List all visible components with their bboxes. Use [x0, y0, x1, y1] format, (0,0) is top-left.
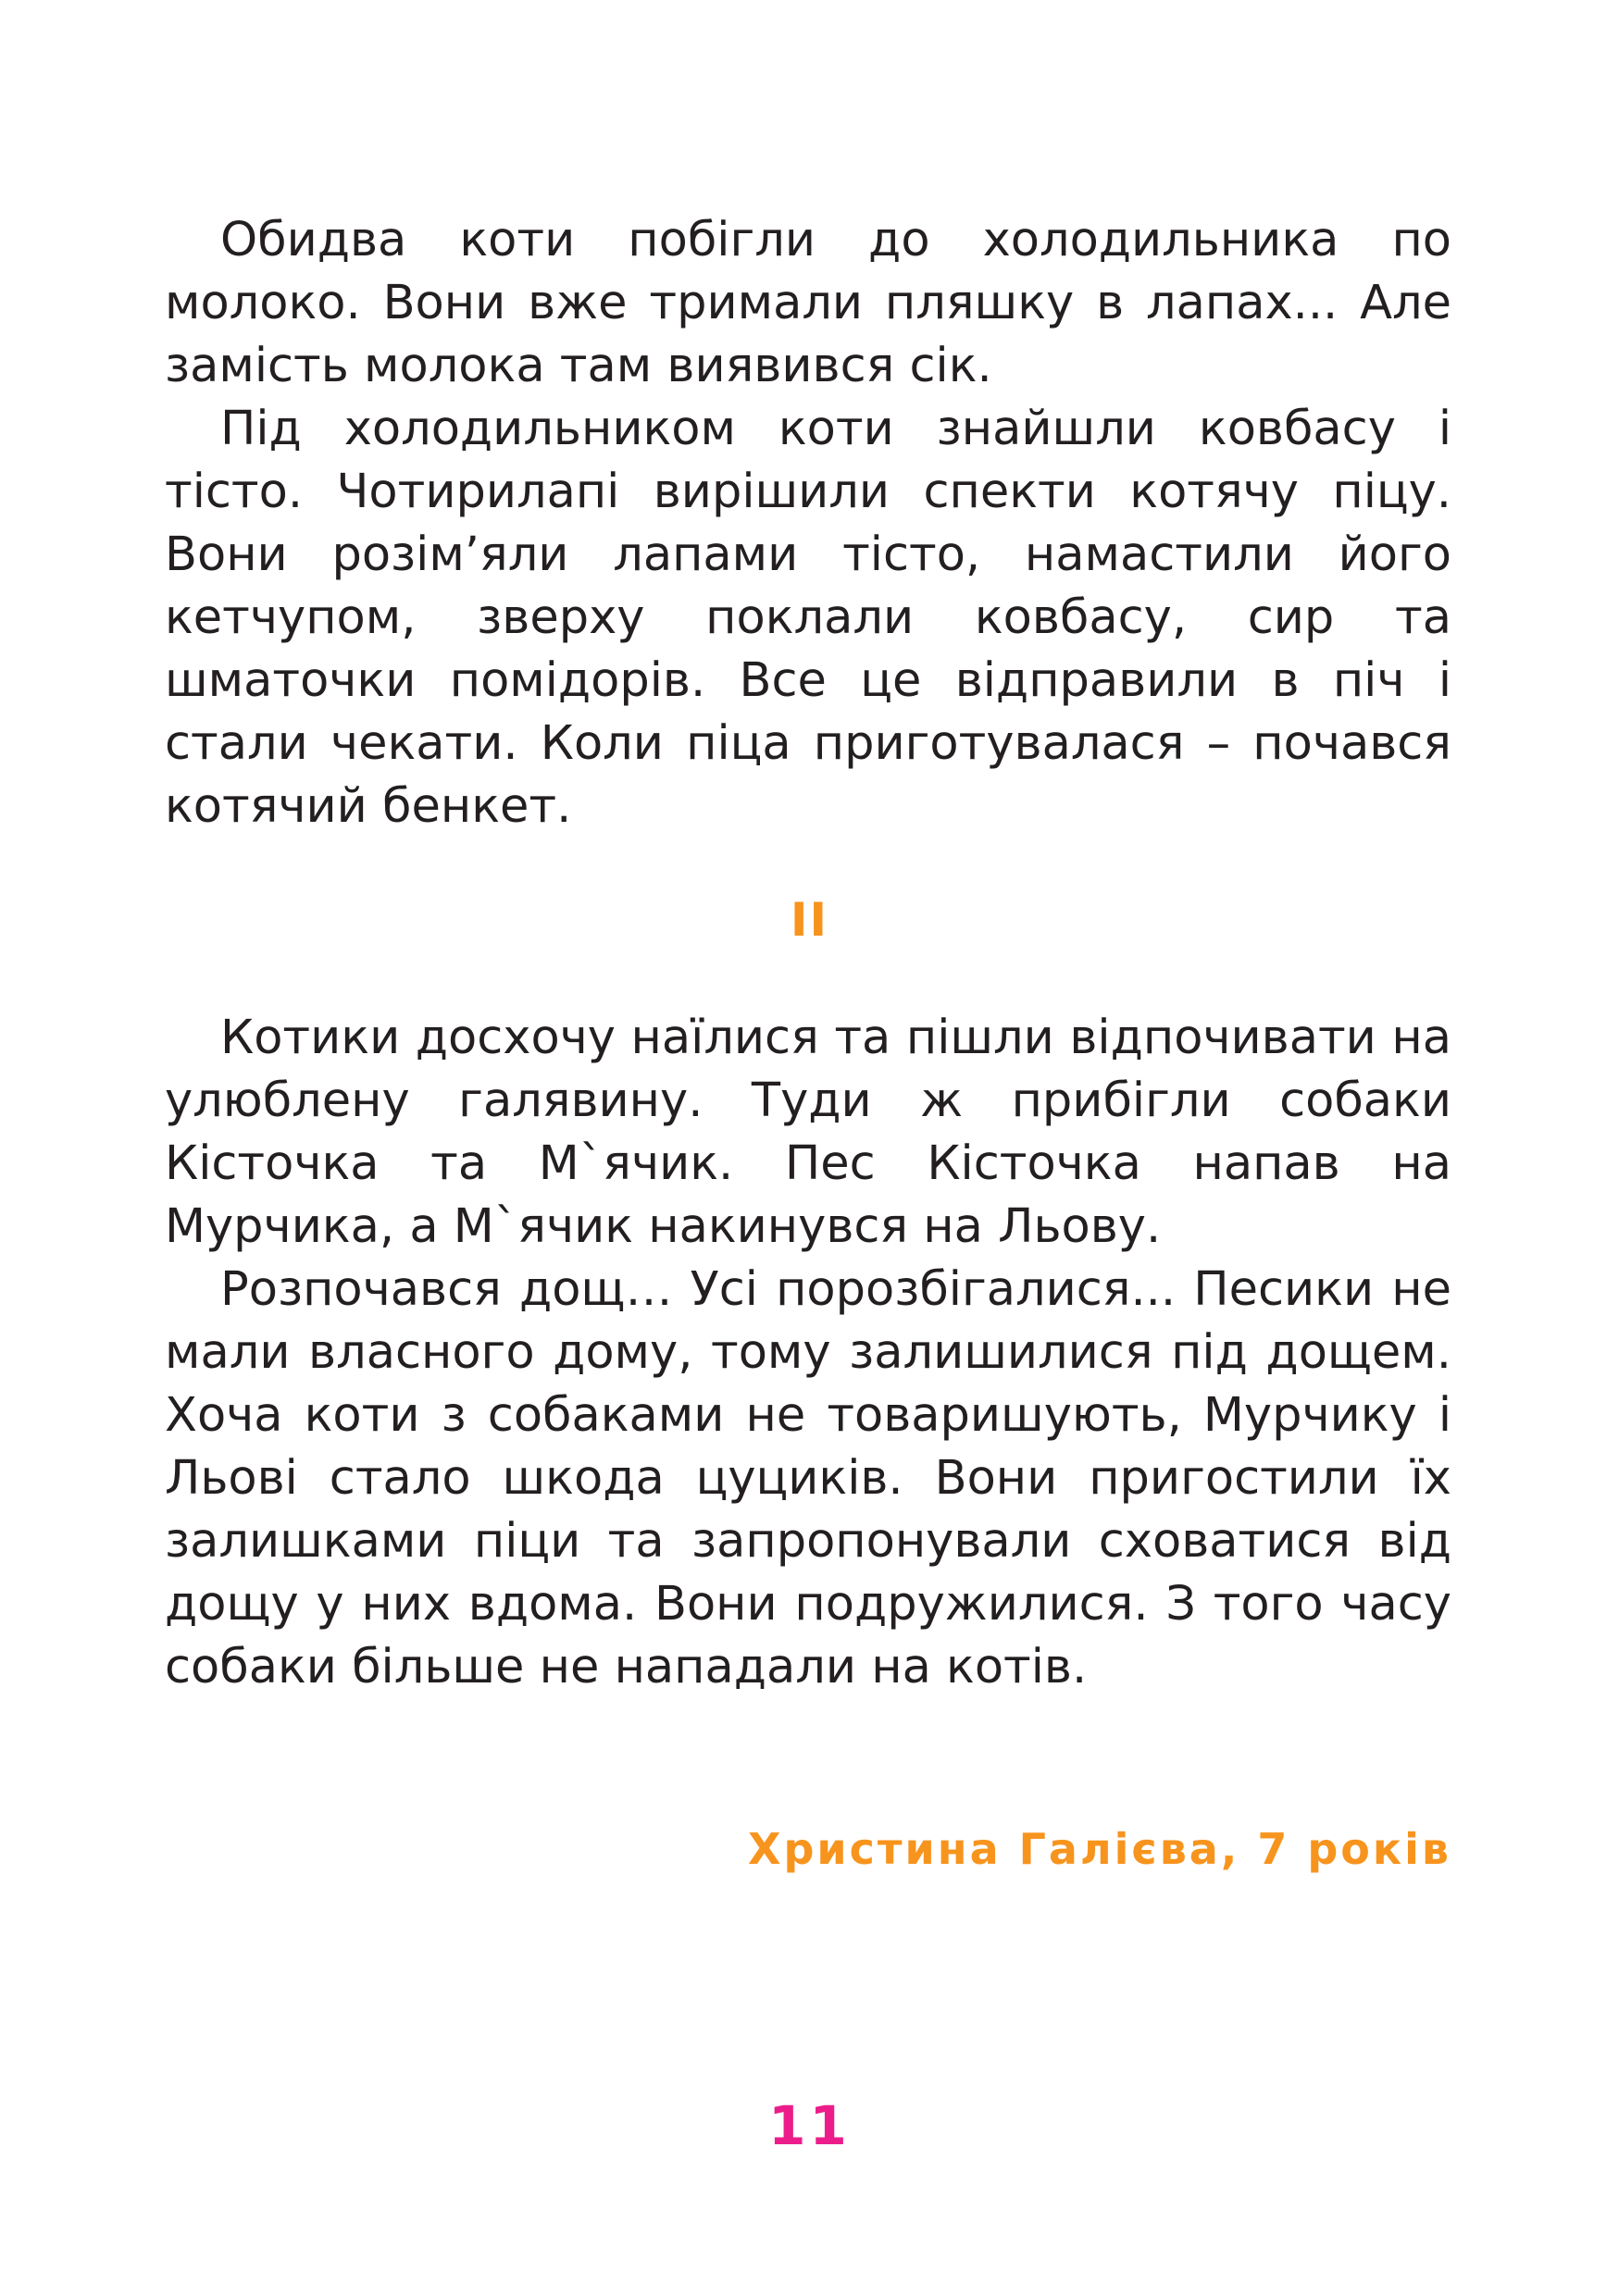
paragraph: Котики досхочу наїлися та пішли відпочивати на улюблену галявину. Туди ж прибігли собаки Кісточка та М`ячик. Пес Кісточка напав на Мурчика, а М`ячик накинувся на Льову. — [165, 1011, 1451, 1254]
author-signature: Христина Галієва, 7 років — [748, 1824, 1451, 1874]
chapter-heading: II — [790, 893, 829, 947]
story-text-part-1 — [165, 209, 1451, 838]
paragraph: Розпочався дощ… Усі порозбігалися... Песики не мали власного дому, тому залишилися під дощем. Хоча коти з собаками не товаришують, Мурчику і Льові стало шкода цуциків. Вони пригостили їх залишками піци та запропонували сховатися від дощу у них вдома. Вони подружилися. З того часу собаки більше не нападали на котів. — [165, 1262, 1451, 1694]
story-text-part-2 — [165, 1007, 1451, 1699]
paragraph: Під холодильником коти знайшли ковбасу і тісто. Чотирилапі вирішили спекти котячу піцу. Вони розім’яли лапами тісто, намастили його кетчупом, зверху поклали ковбасу, сир та шматочки помідорів. Все це відправили в піч і стали чекати. Коли піца приготувалася – почався котячий бенкет. — [165, 402, 1451, 834]
paragraph: Обидва коти побігли до холодильника по молоко. Вони вже тримали пляшку в лапах... Але замість молока там виявився сік. — [165, 213, 1451, 393]
page-number: 11 — [768, 2094, 851, 2157]
